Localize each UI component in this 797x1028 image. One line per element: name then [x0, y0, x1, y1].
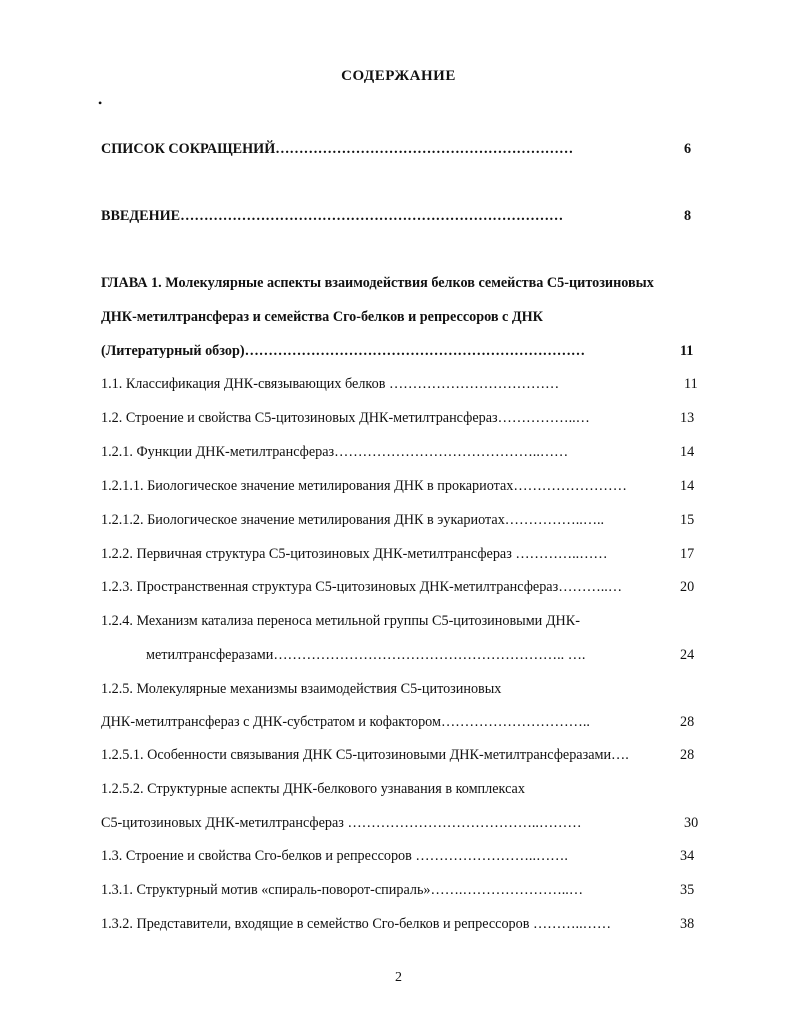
toc-page-1-2-5: 28	[680, 714, 695, 730]
toc-entry-chapter1-line1[interactable]: ГЛАВА 1. Молекулярные аспекты взаимодействия белков семейства С5-цитозиновых	[101, 275, 654, 291]
toc-entry-chapter1-line2[interactable]: ДНК-метилтрансфераз и семейства Сго-белков и репрессоров с ДНК	[101, 309, 543, 325]
toc-page-1-1: 11	[684, 376, 698, 392]
toc-page-introduction: 8	[684, 208, 692, 224]
toc-page-abbreviations: 6	[684, 141, 692, 157]
toc-page-1-3: 34	[680, 848, 695, 864]
toc-page-1-2: 13	[680, 410, 695, 426]
toc-entry-1-2-1[interactable]: 1.2.1. Функции ДНК-метилтрансфераз……………………………………..……	[101, 444, 569, 460]
page-title: СОДЕРЖАНИЕ	[341, 68, 456, 84]
toc-page-1-2-1: 14	[680, 444, 695, 460]
toc-entry-1-3[interactable]: 1.3. Строение и свойства Сго-белков и репрессоров ……………………..…….	[101, 848, 568, 864]
toc-page-1-2-5-1: 28	[680, 747, 695, 763]
toc-page-1-2-1-2: 15	[680, 512, 695, 528]
toc-entry-introduction[interactable]: ВВЕДЕНИЕ………………………………………………………………………	[101, 208, 564, 224]
toc-page-1-2-2: 17	[680, 546, 695, 562]
toc-entry-1-2-5-2-line1[interactable]: 1.2.5.2. Структурные аспекты ДНК-белкового узнавания в комплексах	[101, 781, 525, 797]
toc-entry-chapter1-line3[interactable]: (Литературный обзор)………………………………………………………………	[101, 343, 586, 359]
bullet-mark: •	[98, 96, 103, 110]
toc-page-1-3-1: 35	[680, 882, 695, 898]
page-number: 2	[395, 970, 402, 985]
toc-entry-1-2-3[interactable]: 1.2.3. Пространственная структура С5-цитозиновых ДНК-метилтрансфераз………..…	[101, 579, 623, 595]
toc-entry-1-2-2[interactable]: 1.2.2. Первичная структура С5-цитозиновых ДНК-метилтрансфераз …………..……	[101, 546, 608, 562]
toc-page-1-2-1-1: 14	[680, 478, 695, 494]
toc-entry-1-2-4-line2[interactable]: метилтрансферазами…………………………………………………….. ….	[146, 647, 586, 663]
toc-entry-1-2-5-2-line2[interactable]: С5-цитозиновых ДНК-метилтрансфераз …………………………………..………	[101, 815, 582, 831]
toc-entry-1-2-5-1[interactable]: 1.2.5.1. Особенности связывания ДНК С5-цитозиновыми ДНК-метилтрансферазами….	[101, 747, 629, 763]
toc-entry-1-1[interactable]: 1.1. Классификация ДНК-связывающих белков ………………………………	[101, 376, 560, 392]
toc-page-1-2-3: 20	[680, 579, 695, 595]
toc-entry-1-2[interactable]: 1.2. Строение и свойства С5-цитозиновых ДНК-метилтрансфераз……………..…	[101, 410, 590, 426]
toc-page-1-3-2: 38	[680, 916, 695, 932]
toc-page-1-2-5-2: 30	[684, 815, 699, 831]
toc-entry-1-2-1-1[interactable]: 1.2.1.1. Биологическое значение метилирования ДНК в прокариотах……………………	[101, 478, 627, 494]
toc-entry-1-3-2[interactable]: 1.3.2. Представители, входящие в семейство Сго-белков и репрессоров ………..……	[101, 916, 612, 932]
toc-entry-1-2-5-line2[interactable]: ДНК-метилтрансфераз с ДНК-субстратом и кофактором…………………………..	[101, 714, 590, 730]
toc-entry-1-2-5-line1[interactable]: 1.2.5. Молекулярные механизмы взаимодействия С5-цитозиновых	[101, 681, 502, 697]
toc-entry-1-3-1[interactable]: 1.3.1. Структурный мотив «спираль-поворот-спираль»…….…………………..…	[101, 882, 584, 898]
toc-page-chapter1: 11	[680, 343, 694, 359]
toc-page-1-2-4: 24	[680, 647, 695, 663]
toc-entry-abbreviations[interactable]: СПИСОК СОКРАЩЕНИЙ………………………………………………………	[101, 141, 574, 157]
toc-entry-1-2-4-line1[interactable]: 1.2.4. Механизм катализа переноса метильной группы С5-цитозиновыми ДНК-	[101, 613, 580, 629]
toc-entry-1-2-1-2[interactable]: 1.2.1.2. Биологическое значение метилирования ДНК в эукариотах……………..…..	[101, 512, 605, 528]
